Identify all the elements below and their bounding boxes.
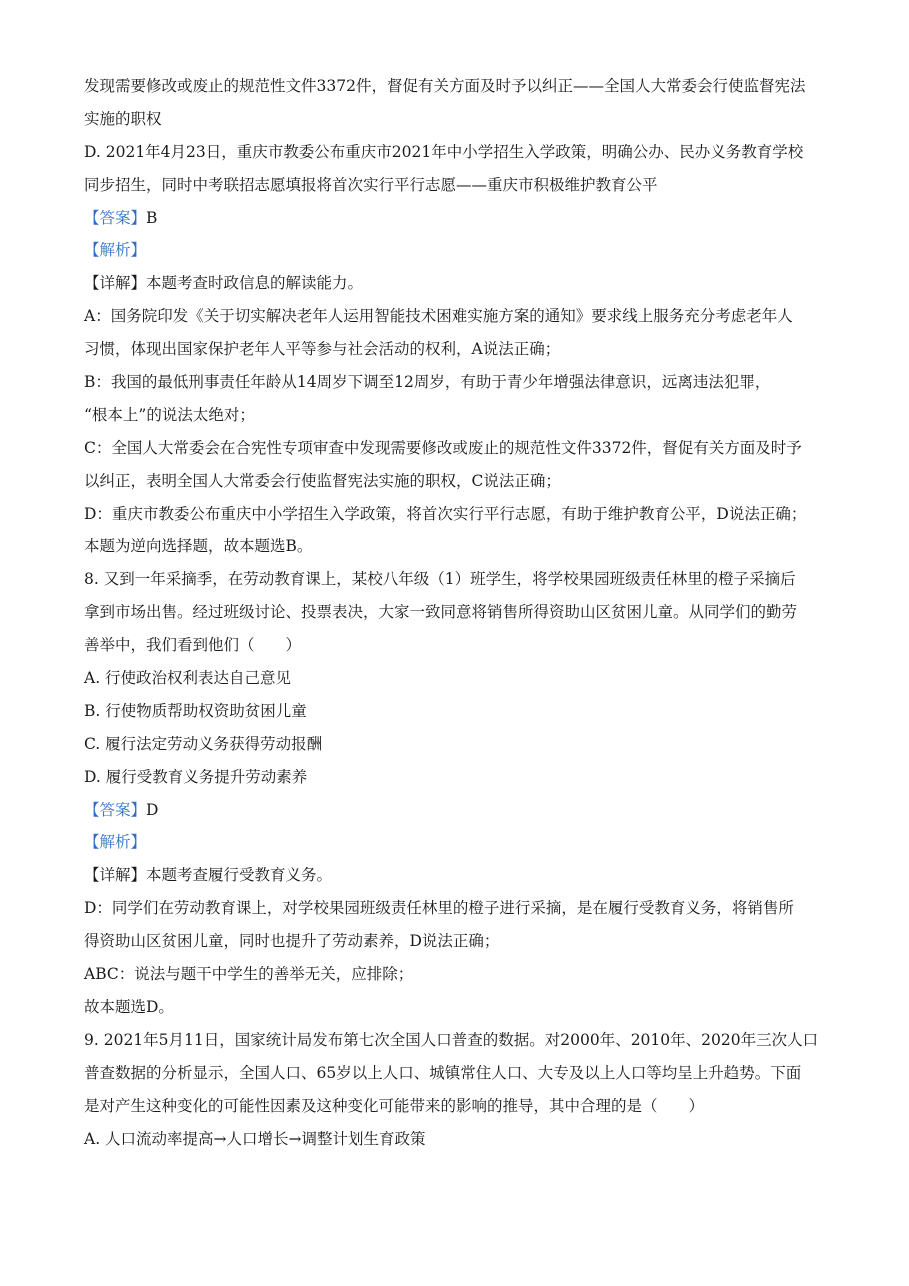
- text-line: [84, 335, 834, 368]
- line-text: 拿到市场出售。经过班级讨论、投票表决，大家一致同意将销售所得资助山区贫困儿童。从同学们的勤劳: [84, 603, 798, 622]
- line-text: 【详解】本题考查履行受教育义务。: [84, 866, 333, 885]
- text-line: [84, 861, 834, 894]
- text-line: [84, 960, 834, 993]
- text-line: [84, 697, 834, 730]
- text-line: [84, 302, 834, 335]
- text-line: [84, 368, 834, 401]
- text-line: [84, 1026, 834, 1059]
- text-line: [84, 631, 834, 664]
- text-line: [84, 1059, 834, 1092]
- text-line: [84, 467, 834, 500]
- section-tag: 【答案】: [84, 800, 147, 819]
- text-line: [84, 401, 834, 434]
- text-line: [84, 598, 834, 631]
- line-text: 8. 又到一年采摘季，在劳动教育课上，某校八年级（1）班学生，将学校果园班级责任林里的橙子采摘后: [84, 570, 796, 589]
- line-text: 习惯，体现出国家保护老年人平等参与社会活动的权利，A说法正确；: [84, 340, 561, 359]
- section-tag: 【答案】: [84, 208, 147, 227]
- line-text: C. 履行法定劳动义务获得劳动报酬: [84, 734, 323, 753]
- line-text: 普查数据的分析显示，全国人口、65岁以上人口、城镇常住人口、大专及以上人口等均呈上升趋势。下面: [84, 1063, 802, 1082]
- line-text: D：重庆市教委公布重庆中小学招生入学政策，将首次实行平行志愿，有助于维护教育公平，D说法正确；: [84, 504, 807, 523]
- text-line: [84, 105, 834, 138]
- line-text: 本题为逆向选择题，故本题选B。: [84, 537, 313, 556]
- text-line: [84, 500, 834, 533]
- text-line: [84, 434, 834, 467]
- text-line: [84, 171, 834, 204]
- line-text: 9. 2021年5月11日，国家统计局发布第七次全国人口普查的数据。对2000年、2010年、2020年三次人口: [84, 1030, 819, 1049]
- line-text: 【详解】本题考查时政信息的解读能力。: [84, 274, 364, 293]
- document-body: [84, 72, 834, 1157]
- text-line: [84, 828, 834, 861]
- text-line: [84, 269, 834, 302]
- line-text: B. 行使物质帮助权资助贫困儿童: [84, 701, 307, 720]
- line-text: 是对产生这种变化的可能性因素及这种变化可能带来的影响的推导，其中合理的是（ ）: [84, 1096, 705, 1115]
- text-line: [84, 1125, 834, 1158]
- text-line: [84, 796, 834, 829]
- line-text: 故本题选D。: [84, 997, 174, 1016]
- text-line: [84, 532, 834, 565]
- text-line: [84, 894, 834, 927]
- line-text: D. 2021年4月23日，重庆市教委公布重庆市2021年中小学招生入学政策，明确公办、民办义务教育学校: [84, 142, 804, 161]
- text-line: [84, 993, 834, 1026]
- line-text: ABC：说法与题干中学生的善举无关，应排除；: [84, 965, 414, 984]
- text-line: [84, 763, 834, 796]
- line-text: A. 人口流动率提高→人口增长→调整计划生育政策: [84, 1129, 426, 1148]
- line-text: “根本上”的说法太绝对；: [84, 405, 255, 424]
- line-text: A：国务院印发《关于切实解决老年人运用智能技术困难实施方案的通知》要求线上服务充分考虑老年人: [84, 307, 793, 326]
- text-line: [84, 72, 834, 105]
- line-text: D: [146, 800, 159, 819]
- text-line: [84, 1092, 834, 1125]
- line-text: 善举中，我们看到他们（ ）: [84, 636, 302, 655]
- line-text: D. 履行受教育义务提升劳动素养: [84, 767, 308, 786]
- text-line: [84, 664, 834, 697]
- text-line: [84, 138, 834, 171]
- text-line: [84, 565, 834, 598]
- section-tag: 【解析】: [84, 241, 147, 260]
- text-line: [84, 730, 834, 763]
- line-text: C：全国人大常委会在合宪性专项审查中发现需要修改或废止的规范性文件3372件，督促有关方面及时予: [84, 438, 802, 457]
- line-text: 得资助山区贫困儿童，同时也提升了劳动素养，D说法正确；: [84, 932, 500, 951]
- text-line: [84, 236, 834, 269]
- line-text: 实施的职权: [84, 109, 162, 128]
- section-tag: 【解析】: [84, 833, 147, 852]
- line-text: D：同学们在劳动教育课上，对学校果园班级责任林里的橙子进行采摘，是在履行受教育义务，将销售所: [84, 899, 794, 918]
- text-line: [84, 204, 834, 237]
- line-text: B：我国的最低刑事责任年龄从14周岁下调至12周岁，有助于青少年增强法律意识，远离违法犯罪，: [84, 373, 771, 392]
- line-text: 以纠正，表明全国人大常委会行使监督宪法实施的职权，C说法正确；: [84, 471, 561, 490]
- line-text: 发现需要修改或废止的规范性文件3372件，督促有关方面及时予以纠正——全国人大常委会行使监督宪法: [84, 77, 806, 95]
- text-line: [84, 927, 834, 960]
- line-text: B: [146, 208, 158, 227]
- line-text: A. 行使政治权利表达自己意见: [84, 669, 292, 688]
- line-text: 同步招生，同时中考联招志愿填报将首次实行平行志愿——重庆市积极维护教育公平: [84, 175, 658, 194]
